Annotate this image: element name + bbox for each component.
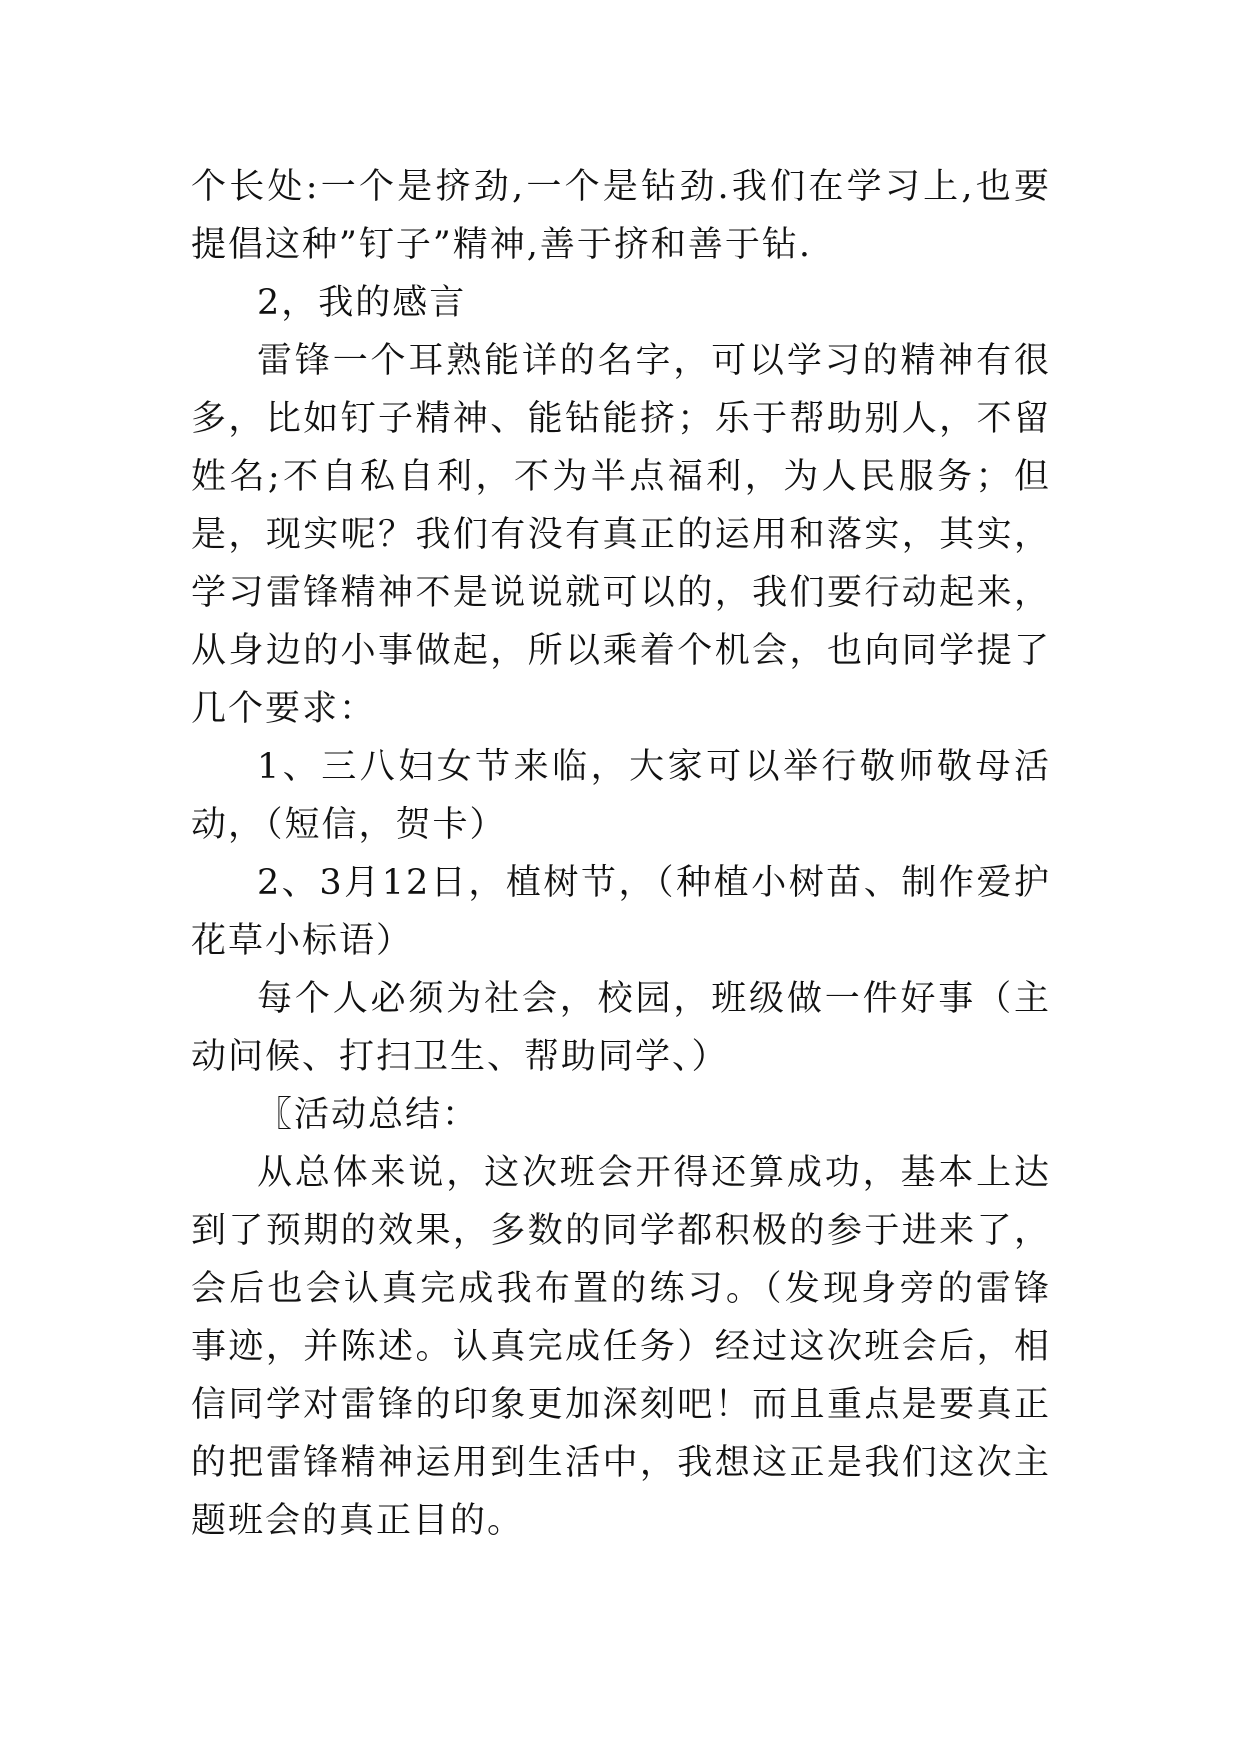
paragraph-request-2: 2、3月12日，植树节，（种植小树苗、制作爱护花草小标语） bbox=[191, 863, 1051, 961]
paragraph-request-1: 1、三八妇女节来临，大家可以举行敬师敬母活动，（短信，贺卡） bbox=[191, 747, 1051, 845]
paragraph-heading-summary: 〖活动总结： bbox=[257, 1095, 480, 1135]
paragraph-continuation: 个长处:一个是挤劲,一个是钻劲.我们在学习上,也要提倡这种”钉子”精神,善于挤和善于钻. bbox=[191, 167, 1051, 265]
paragraph-reflection: 雷锋一个耳熟能详的名字，可以学习的精神有很多，比如钉子精神、能钻能挤；乐于帮助别人，不留姓名;不自私自利，不为半点福利，为人民服务；但是，现实呢？我们有没有真正的运用和落实，其实，学习雷锋精神不是说说就可以的，我们要行动起来，从身边的小事做起，所以乘着个机会，也向同学提了几个要求： bbox=[191, 341, 1051, 729]
paragraph-summary: 从总体来说，这次班会开得还算成功，基本上达到了预期的效果，多数的同学都积极的参于进来了，会后也会认真完成我布置的练习。（发现身旁的雷锋事迹，并陈述。认真完成任务）经过这次班会后，相信同学对雷锋的印象更加深刻吧！而且重点是要真正的把雷锋精神运用到生活中，我想这正是我们这次主题班会的真正目的。 bbox=[191, 1153, 1051, 1541]
paragraph-heading-reflection: 2，我的感言 bbox=[257, 283, 467, 323]
document-body bbox=[191, 158, 1051, 1550]
paragraph-good-deed: 每个人必须为社会，校园，班级做一件好事（主动问候、打扫卫生、帮助同学、） bbox=[191, 979, 1051, 1077]
